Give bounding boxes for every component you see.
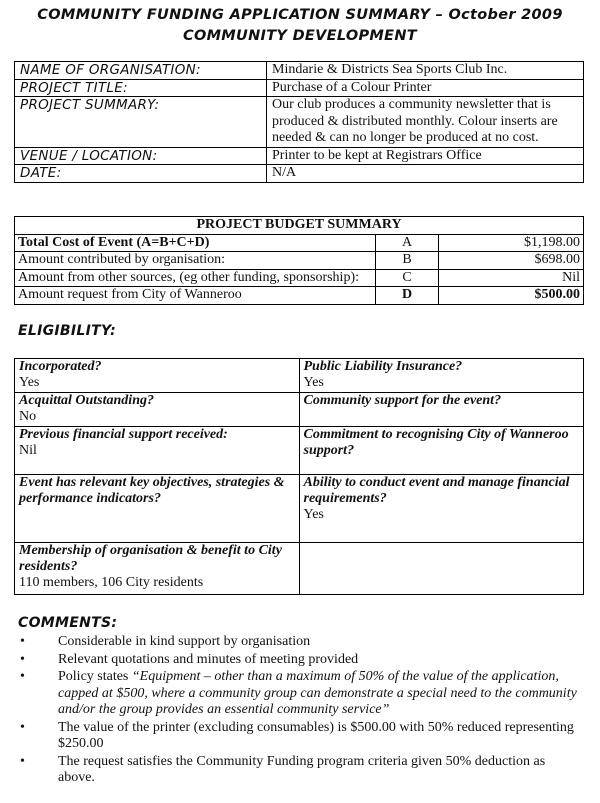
budget-code: B bbox=[376, 252, 439, 270]
budget-summary-table bbox=[14, 216, 584, 305]
info-label: DATE: bbox=[15, 165, 267, 183]
bullet-icon: • bbox=[20, 669, 25, 684]
comment-text: Policy states bbox=[58, 669, 132, 684]
eligibility-answer: No bbox=[19, 409, 37, 424]
budget-label: Amount request from City of Wanneroo bbox=[15, 287, 376, 305]
comment-item bbox=[14, 652, 584, 669]
eligibility-question: Acquittal Outstanding? bbox=[19, 393, 154, 408]
budget-row bbox=[15, 234, 584, 252]
bullet-icon: • bbox=[20, 651, 25, 667]
info-row bbox=[15, 97, 584, 148]
info-value: N/A bbox=[267, 165, 584, 183]
eligibility-answer: Nil bbox=[19, 443, 37, 458]
eligibility-cell bbox=[15, 359, 300, 393]
eligibility-question: Ability to conduct event and manage financial requirements? bbox=[303, 475, 570, 506]
eligibility-question: Community support for the event? bbox=[303, 393, 502, 408]
eligibility-cell bbox=[15, 543, 300, 595]
bullet-icon: • bbox=[20, 634, 25, 649]
eligibility-row bbox=[15, 393, 584, 427]
info-label: PROJECT TITLE: bbox=[15, 79, 267, 97]
budget-heading: PROJECT BUDGET SUMMARY bbox=[15, 217, 584, 235]
eligibility-table bbox=[14, 358, 584, 595]
comment-text: The request satisfies the Community Funding program criteria given 50% deduction as above. bbox=[58, 753, 546, 785]
budget-amount: $500.00 bbox=[439, 287, 584, 305]
eligibility-answer: Yes bbox=[303, 375, 324, 390]
eligibility-question: Incorporated? bbox=[19, 359, 102, 374]
eligibility-row bbox=[15, 543, 584, 595]
eligibility-answer: Yes bbox=[303, 507, 324, 522]
comment-item bbox=[14, 754, 584, 787]
comment-text: Relevant quotations and minutes of meeting provided bbox=[58, 651, 359, 667]
info-label: VENUE / LOCATION: bbox=[15, 147, 267, 165]
title-line-1: COMMUNITY FUNDING APPLICATION SUMMARY – October 2009 bbox=[37, 7, 563, 23]
organisation-info-table bbox=[14, 61, 584, 183]
eligibility-row bbox=[15, 427, 584, 475]
budget-row bbox=[15, 269, 584, 287]
comment-quote: “Equipment – other than a maximum of 50% of the value of the application, capped at $500, where a community group can demonstrate a special need to the community and/or the group provides an essential community service” bbox=[58, 669, 577, 717]
info-value: Our club produces a community newsletter that is produced & distributed monthly. Colour inserts are needed & can no longer be produced at no cost. bbox=[267, 97, 584, 148]
eligibility-cell bbox=[15, 475, 300, 543]
budget-label: Amount from other sources, (eg other funding, sponsorship): bbox=[15, 269, 376, 287]
budget-code: A bbox=[376, 234, 439, 252]
info-label: NAME OF ORGANISATION: bbox=[15, 62, 267, 80]
eligibility-row bbox=[15, 475, 584, 543]
budget-amount: $698.00 bbox=[439, 252, 584, 270]
budget-code: C bbox=[376, 269, 439, 287]
budget-heading-row bbox=[15, 217, 584, 235]
info-value: Printer to be kept at Registrars Office bbox=[267, 147, 584, 165]
budget-code: D bbox=[376, 287, 439, 305]
eligibility-row bbox=[15, 359, 584, 393]
eligibility-cell bbox=[299, 393, 584, 427]
comment-item bbox=[14, 634, 584, 651]
comments-heading: COMMENTS: bbox=[18, 615, 118, 631]
bullet-icon: • bbox=[20, 719, 25, 735]
document-title bbox=[0, 5, 600, 47]
title-line-2: COMMUNITY DEVELOPMENT bbox=[183, 28, 417, 44]
info-value: Mindarie & Districts Sea Sports Club Inc. bbox=[267, 62, 584, 80]
comment-item bbox=[14, 720, 584, 753]
eligibility-cell bbox=[299, 427, 584, 475]
info-row bbox=[15, 147, 584, 165]
info-value: Purchase of a Colour Printer bbox=[267, 79, 584, 97]
eligibility-cell bbox=[299, 543, 584, 595]
budget-label: Total Cost of Event (A=B+C+D) bbox=[15, 234, 376, 252]
eligibility-cell bbox=[299, 359, 584, 393]
comment-text: The value of the printer (excluding consumables) is $500.00 with 50% reduced representing $250.00 bbox=[58, 719, 574, 751]
budget-amount: $1,198.00 bbox=[439, 234, 584, 252]
eligibility-question: Commitment to recognising City of Wanneroo support? bbox=[303, 427, 569, 458]
comments-list bbox=[14, 634, 584, 788]
eligibility-cell bbox=[299, 475, 584, 543]
info-label: PROJECT SUMMARY: bbox=[15, 97, 267, 148]
comment-text: Considerable in kind support by organisation bbox=[58, 634, 311, 649]
eligibility-question: Previous financial support received: bbox=[19, 427, 228, 442]
comment-item bbox=[14, 669, 584, 719]
eligibility-answer: 110 members, 106 City residents bbox=[19, 575, 204, 590]
info-row bbox=[15, 79, 584, 97]
budget-row bbox=[15, 287, 584, 305]
info-row bbox=[15, 165, 584, 183]
eligibility-question: Public Liability Insurance? bbox=[303, 359, 463, 374]
eligibility-question: Membership of organisation & benefit to City residents? bbox=[19, 543, 282, 574]
bullet-icon: • bbox=[20, 753, 25, 769]
eligibility-answer: Yes bbox=[19, 375, 40, 390]
eligibility-cell bbox=[15, 427, 300, 475]
eligibility-heading: ELIGIBILITY: bbox=[18, 323, 117, 339]
budget-row bbox=[15, 252, 584, 270]
eligibility-question: Event has relevant key objectives, strategies & performance indicators? bbox=[19, 475, 285, 506]
budget-amount: Nil bbox=[439, 269, 584, 287]
eligibility-cell bbox=[15, 393, 300, 427]
budget-label: Amount contributed by organisation: bbox=[15, 252, 376, 270]
info-row bbox=[15, 62, 584, 80]
